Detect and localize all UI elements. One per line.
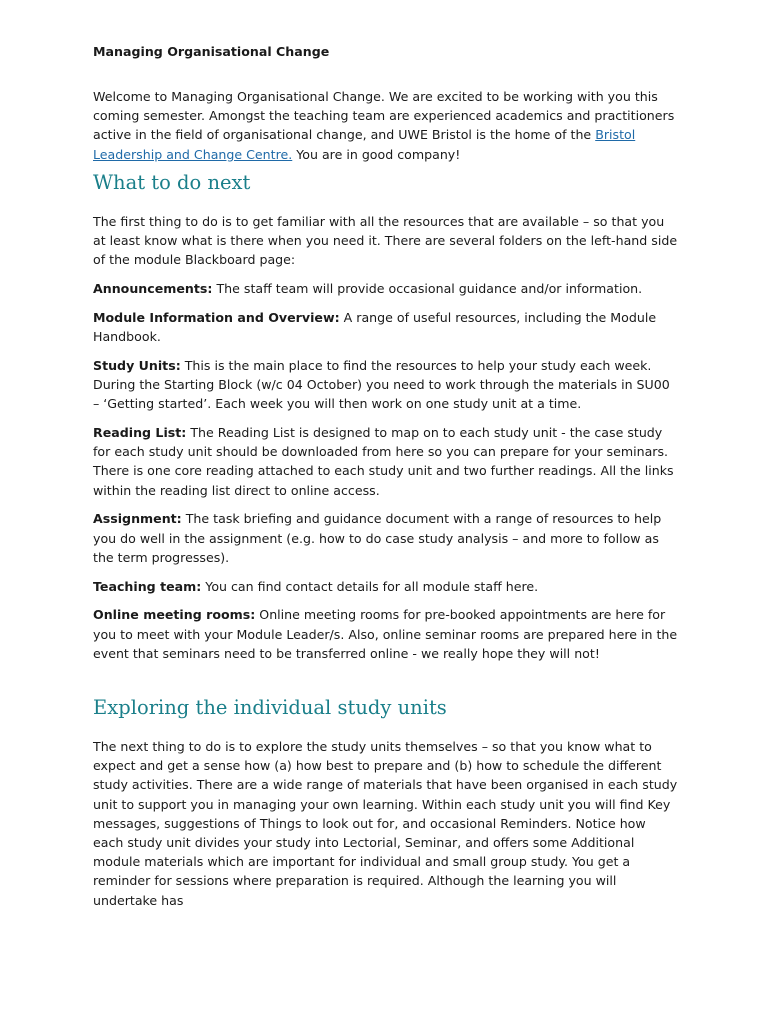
item-label: Assignment: [93,511,182,527]
item-text: A range of useful resources, including the Module Handbook. [93,309,657,345]
item-announcements [93,279,678,298]
item-online-meeting-rooms [93,605,678,663]
section-heading-what-to-do-next: What to do next [93,170,251,194]
section-heading-exploring-study-units: Exploring the individual study units [93,696,447,720]
item-reading-list [93,423,678,500]
item-label: Module Information and Overview: [93,309,340,325]
item-text: The task briefing and guidance document with a range of resources to help you do well in the assignment (e.g. how to do case study analysis – and more to follow as the term progresses). [93,511,662,565]
item-text: The staff team will provide occasional guidance and/or information. [212,281,643,297]
item-text: The Reading List is designed to map on to each study unit - the case study for each study unit should be downloaded from here so you can prepare for your seminars. There is one core reading attached to each study unit and two further readings. All the links within the reading list direct to online access. [93,425,674,498]
item-label: Reading List: [93,425,187,441]
section1-lead-paragraph: The first thing to do is to get familiar with all the resources that are available – so that you at least know what is there when you need it. There are several folders on the left-hand side of the module Blackboard page: [93,213,678,268]
intro-paragraph [93,87,678,164]
item-module-information [93,308,678,346]
item-study-units [93,356,678,414]
intro-text-end: You are in good company! [292,146,461,162]
item-label: Study Units: [93,357,181,373]
item-teaching-team [93,577,678,596]
section2-body-paragraph: The next thing to do is to explore the study units themselves – so that you know what to expect and get a sense how (a) how best to prepare and (b) how to schedule the different study activities. There are a wide range of materials that have been organised in each study unit to support you in managing your own learning. Within each study unit you will find Key messages, suggestions of Things to look out for, and occasional Reminders. Notice how each study unit divides your study into Lectorial, Seminar, and offers some Additional module materials which are important for individual and small group study. You get a reminder for sessions where preparation is required. Although the learning you will undertake has [93,739,678,908]
item-label: Online meeting rooms: [93,607,256,623]
item-label: Teaching team: [93,578,202,594]
intro-text-start: Welcome to Managing Organisational Change. We are excited to be working with you this coming semester. Amongst the teaching team are experienced academics and practitioners active in the field of organisational change, and UWE Bristol is the home of the [93,89,675,143]
item-label: Announcements: [93,281,213,297]
item-text: You can find contact details for all module staff here. [201,578,539,594]
bristol-leadership-link[interactable]: Bristol Leadership and Change Centre. [93,127,636,162]
document-title: Managing Organisational Change [93,44,330,59]
item-text: Online meeting rooms for pre-booked appointments are here for you to meet with your Module Leader/s. Also, online seminar rooms are prepared here in the event that seminars need to be transferred online - we really hope they will not! [93,607,678,661]
item-assignment [93,509,678,567]
item-text: This is the main place to find the resources to help your study each week. During the Starting Block (w/c 04 October) you need to work through the materials in SU00 – ‘Getting started’. Each week you will then work on one study unit at a time. [93,357,670,412]
